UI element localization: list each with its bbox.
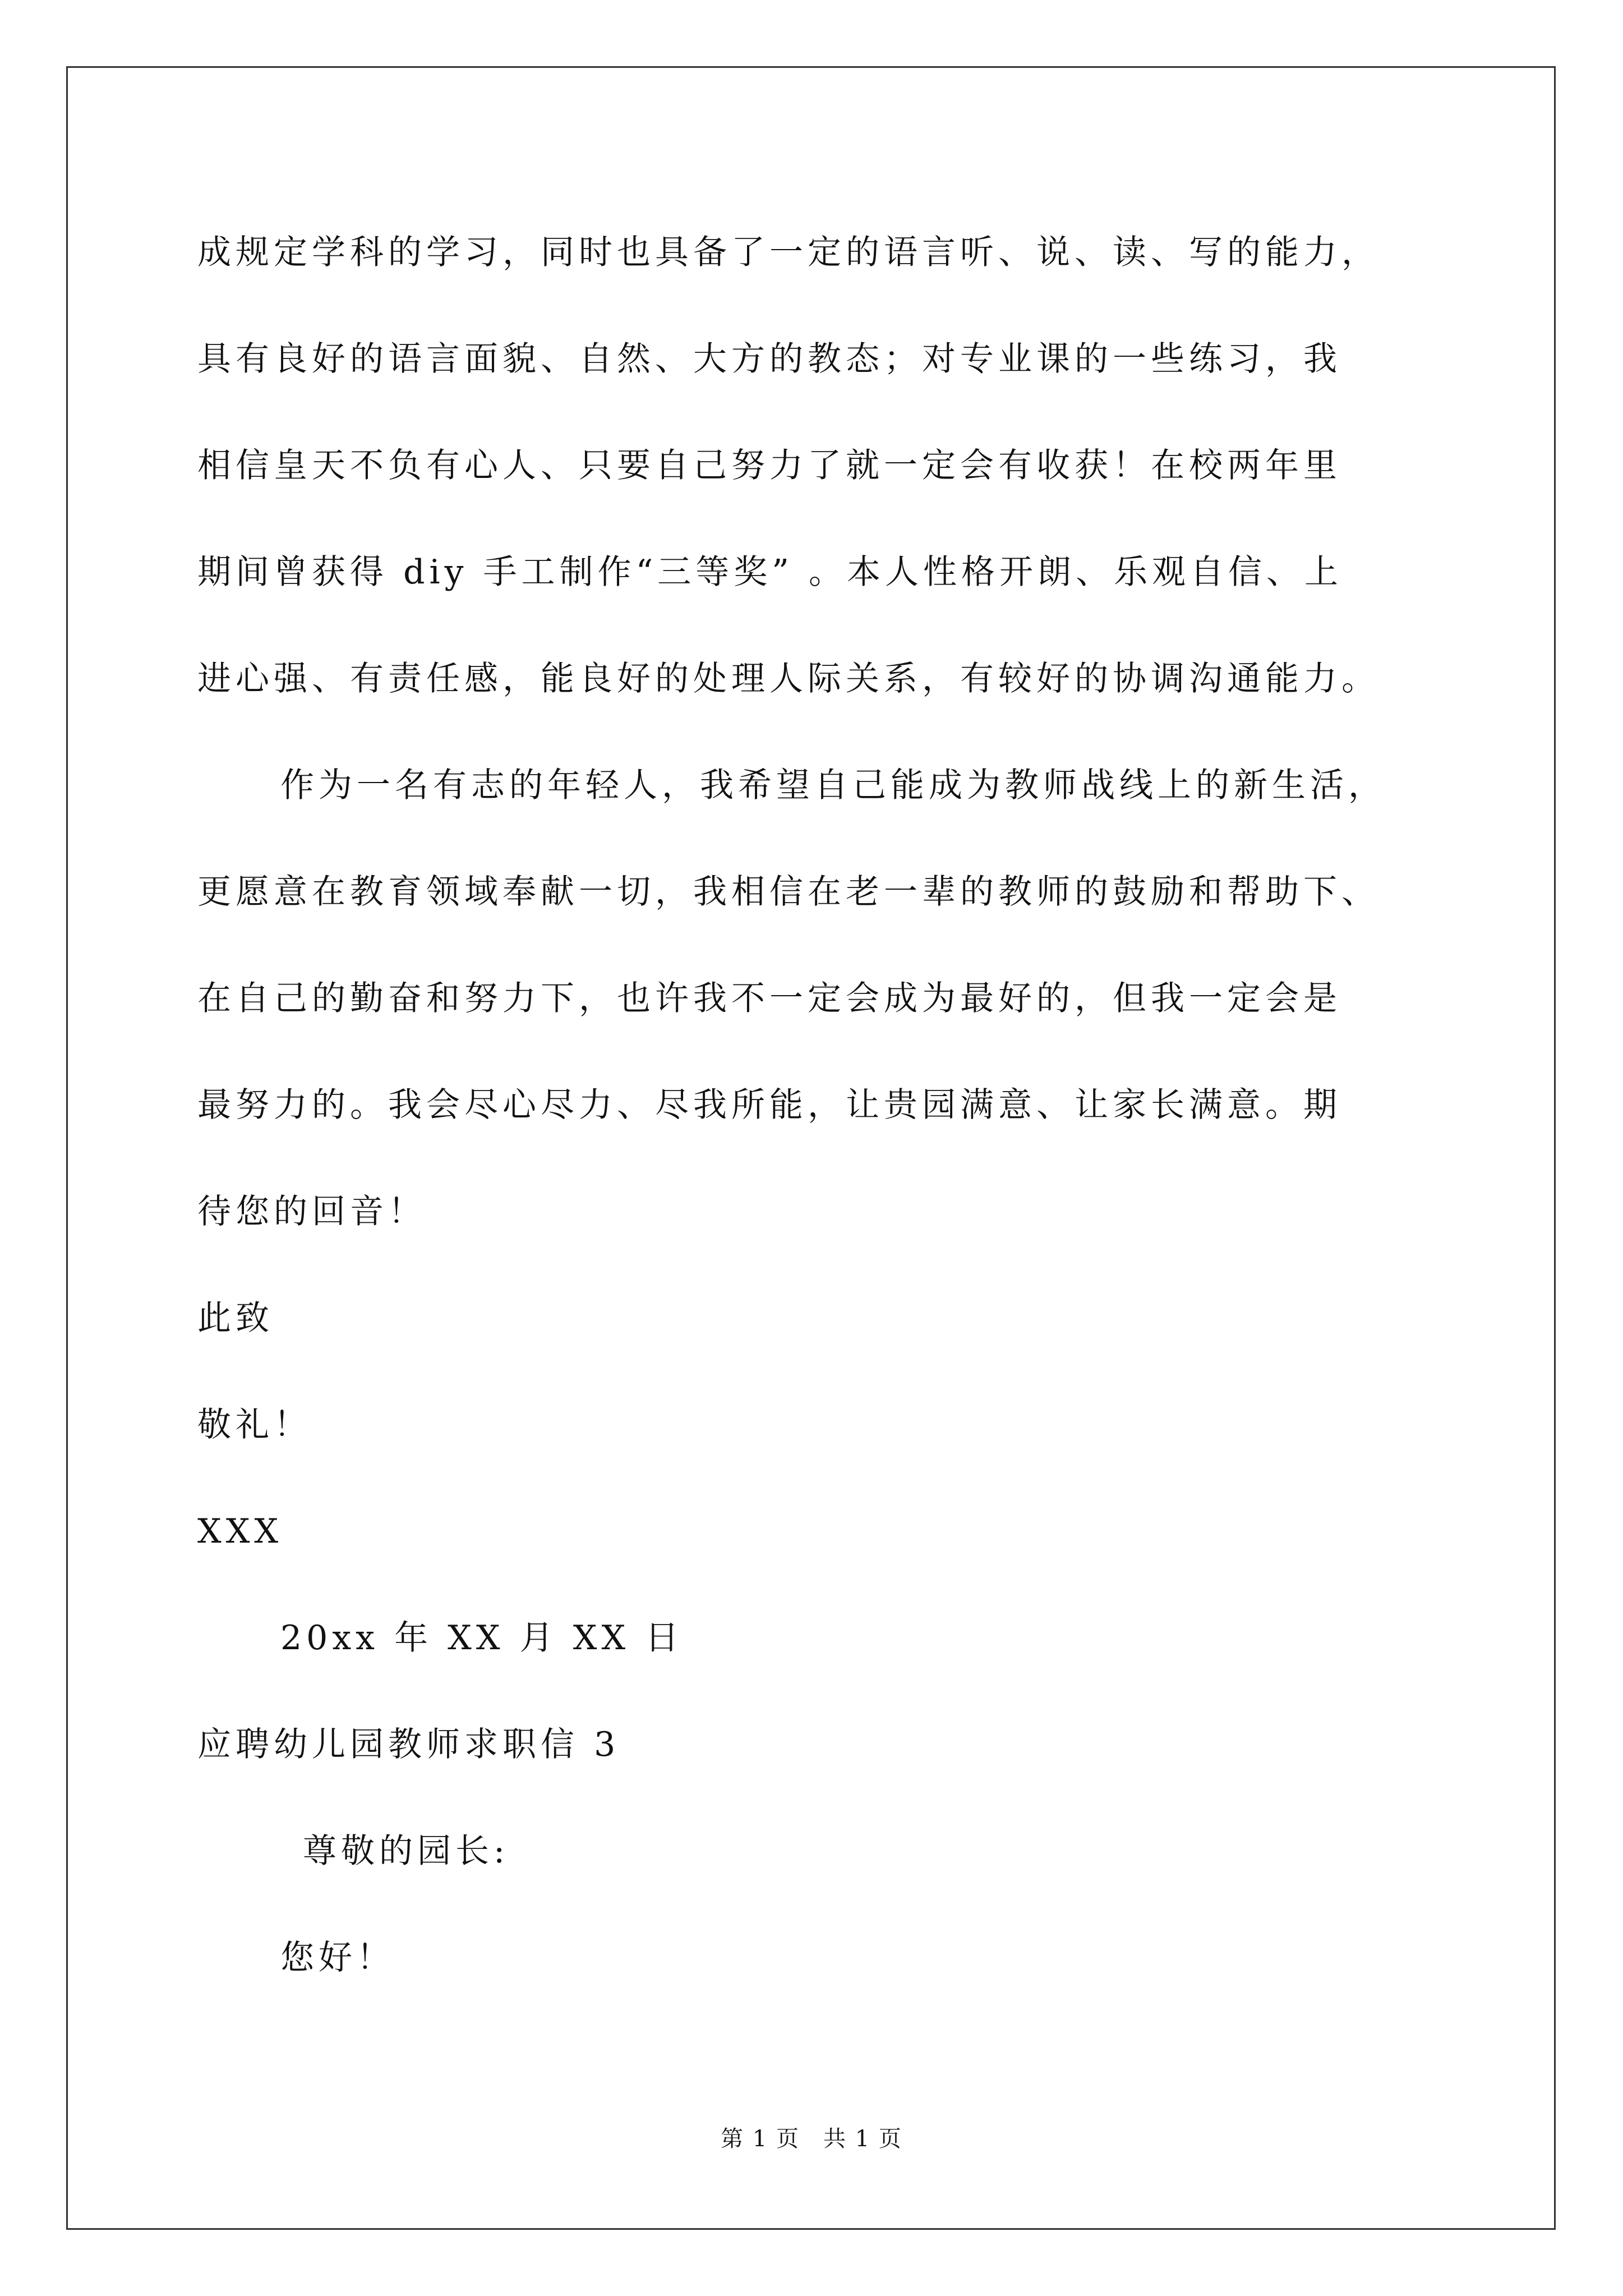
letter-date: 20xx 年 XX 月 XX 日 <box>280 1618 684 1658</box>
body-text-line: 相信皇天不负有心人、只要自己努力了就一定会有收获！在校两年里 <box>197 446 1341 485</box>
body-text-line: 待您的回音！ <box>197 1192 426 1231</box>
body-text-line: 期间曾获得 diy 手工制作“三等奖” 。本人性格开朗、乐观自信、上 <box>197 553 1343 592</box>
body-text-line: 进心强、有责任感，能良好的处理人际关系，有较好的协调沟通能力。 <box>197 659 1380 698</box>
greeting: 您好！ <box>280 1938 395 1977</box>
body-text-line: 更愿意在教育领域奉献一切，我相信在老一辈的教师的鼓励和帮助下、 <box>197 872 1380 912</box>
page-footer: 第 1 页 共 1 页 <box>721 2126 902 2152</box>
body-text-line: 具有良好的语言面貌、自然、大方的教态；对专业课的一些练习，我 <box>197 339 1341 379</box>
body-text-line: 最努力的。我会尽心尽力、尽我所能，让贵园满意、让家长满意。期 <box>197 1085 1341 1125</box>
page-border <box>66 66 1556 2230</box>
body-text-line: 在自己的勤奋和努力下，也许我不一定会成为最好的，但我一定会是 <box>197 979 1341 1018</box>
section-title: 应聘幼儿园教师求职信 3 <box>197 1725 620 1764</box>
signature-name: XXX <box>197 1512 283 1551</box>
paragraph-first-line: 作为一名有志的年轻人，我希望自己能成为教师战线上的新生活， <box>280 766 1386 805</box>
closing-regards: 敬礼！ <box>197 1405 312 1444</box>
body-text-line: 成规定学科的学习，同时也具备了一定的语言听、说、读、写的能力， <box>197 233 1380 272</box>
greeting-recipient: 尊敬的园长: <box>303 1832 510 1871</box>
closing-salutation: 此致 <box>197 1299 274 1338</box>
